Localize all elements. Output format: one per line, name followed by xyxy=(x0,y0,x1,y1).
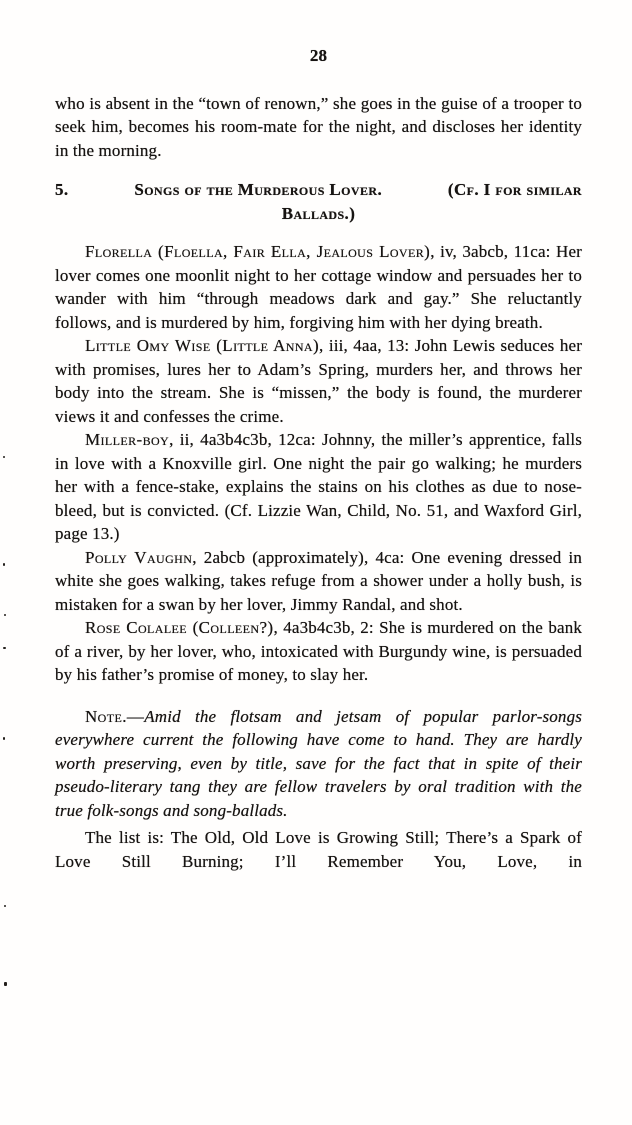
note-label: Note.— xyxy=(85,706,145,726)
scan-speck xyxy=(3,563,5,566)
ballad-entry-rose-colalee xyxy=(55,616,582,687)
ballad-title: Little Omy Wise (Little Anna) xyxy=(85,336,320,355)
section-cross-reference: (Cf. I for similar xyxy=(447,180,582,199)
scan-speck xyxy=(3,737,5,740)
scan-speck xyxy=(4,982,7,986)
ballad-entry-miller-boy xyxy=(55,428,582,546)
closing-paragraph: The list is: The Old, Old Love is Growing Still; There’s a Spark of Love Still Burning; I’ll Remember You, Love, in xyxy=(55,828,582,871)
section-title: Songs of the Murderous Lover. xyxy=(134,180,383,199)
section-heading-line1 xyxy=(55,178,582,202)
scan-speck xyxy=(4,614,6,616)
intro-paragraph: who is absent in the “town of renown,” she goes in the guise of a trooper to seek him, becomes his room-mate for the night, and discloses her identity in the morning. xyxy=(55,93,582,160)
ballad-description: , 2abcb (approximately), 4ca: One evening dressed in white she goes walking, takes refuge from a shower under a holly bush, is mistaken for a swan by her lover, Jimmy Randal, and shot. xyxy=(55,547,582,614)
ballad-description: , 4a3b4c3b, 2: She is murdered on the bank of a river, by her lover, who, intoxicated with Burgundy wine, is persuaded by his father’s promise of money, to slay her. xyxy=(55,618,582,684)
scan-speck xyxy=(4,905,6,907)
page-number: 28 xyxy=(309,46,328,65)
scan-speck xyxy=(3,647,6,649)
ballad-title: Rose Colalee (Colleen?) xyxy=(85,618,274,637)
section-heading-line2: Ballads.) xyxy=(281,204,356,223)
ballad-entry-polly-vaughn xyxy=(55,546,582,617)
note-text: Amid the flotsam and jetsam of popular parlor-songs everywhere current the following have come to hand. They are hardly worth preserving, even by title, save for the fact that in spite of their pseudo-literary tang they are fellow travelers by oral tradition with the true folk-songs and song-ballads. xyxy=(55,706,582,820)
scan-speck xyxy=(3,456,5,458)
ballad-entry-florella xyxy=(55,240,582,334)
ballad-description: , iii, 4aa, 13: John Lewis seduces her with promises, lures her to Adam’s Spring, murders her, and throws her body into the stream. She is “missen,” the body is found, the murderer views it and confesses the crime. xyxy=(55,336,583,426)
ballad-description: , iv, 3abcb, 11ca: Her lover comes one moonlit night to her cottage window and persuades her to wander with him “through meadows dark and gay.” She reluctantly follows, and is murdered by him, forgiving him with her dying breath. xyxy=(55,242,582,332)
ballad-description: , ii, 4a3b4c3b, 12ca: Johnny, the miller’s apprentice, falls in love with a Knoxville girl. One night the pair go walking; he murders her with a fence-stake, explains the stains on his clothes as due to nose-bleed, but is convicted. (Cf. Lizzie Wan, Child, No. 51, and Waxford Girl, page 13.) xyxy=(55,430,582,543)
ballad-title: Miller-boy xyxy=(85,430,170,449)
ballad-title: Polly Vaughn xyxy=(85,547,193,567)
section-number: 5. xyxy=(55,180,69,199)
ballad-entry-little-omy-wise xyxy=(55,334,582,428)
note-paragraph xyxy=(55,705,582,823)
ballad-title: Florella (Floella, Fair Ella, Jealous Lover) xyxy=(85,242,431,261)
section-heading xyxy=(55,178,582,226)
